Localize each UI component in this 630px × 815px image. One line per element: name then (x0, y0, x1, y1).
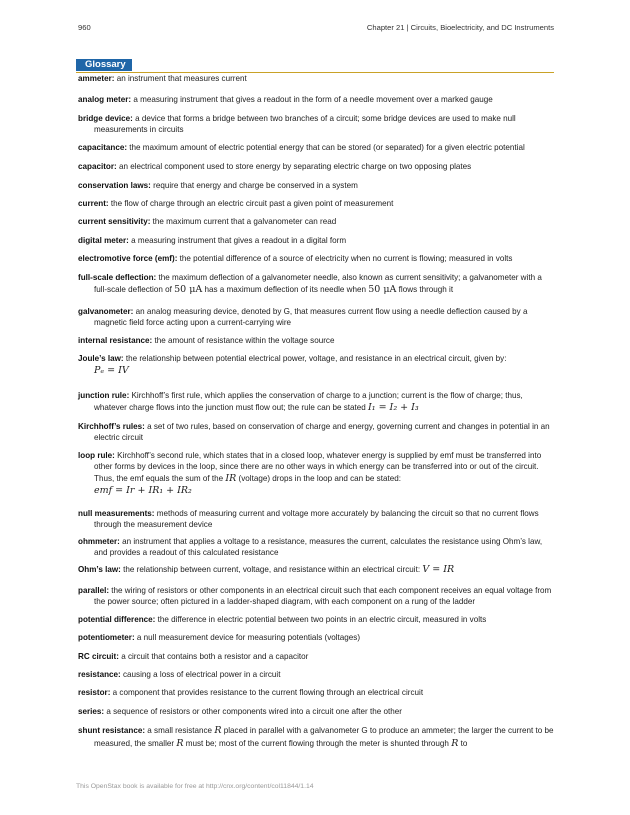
glossary-term: junction rule: (78, 391, 130, 400)
glossary-definition: (voltage) drops in the loop and can be stated: (238, 473, 401, 483)
glossary-term: potentiometer: (78, 633, 135, 642)
glossary-entry-internal-resistance (78, 336, 556, 347)
glossary-definition: a component that provides resistance to the current flowing through an electrical circuit (112, 688, 424, 697)
math-expression: R (214, 725, 222, 736)
glossary-entry-parallel (78, 586, 556, 608)
glossary-term: conservation laws: (78, 181, 151, 190)
glossary-definition: causing a loss of electrical power in a circuit (123, 670, 281, 679)
glossary-definition: the maximum deflection of a galvanometer needle, also known as current sensitivity; a galvanometer with a full-scale deflection of (94, 273, 542, 294)
glossary-entry-shunt-resistance (78, 725, 556, 750)
glossary-definition: a null measurement device for measuring potentials (voltages) (136, 633, 361, 642)
glossary-entry-ammeter (78, 74, 556, 85)
math-expression: R (451, 737, 459, 749)
glossary-definition: flows through it (398, 285, 454, 294)
glossary-entry-capacitor (78, 162, 556, 173)
glossary-entry-emf (78, 254, 556, 265)
math-expression: V = IR (422, 564, 455, 575)
glossary-definition: the amount of resistance within the voltage source (154, 336, 335, 345)
glossary-term: capacitance: (78, 143, 128, 152)
glossary-term: ammeter: (78, 74, 115, 83)
glossary-term: capacitor: (78, 162, 117, 171)
glossary-definition: a small resistance (147, 726, 213, 735)
glossary-term: loop rule: (78, 451, 115, 460)
glossary-entry-analog-meter (78, 95, 556, 106)
glossary-entry-null-measurements (78, 509, 556, 531)
glossary-entry-bridge-device (78, 114, 556, 136)
glossary-term: resistance: (78, 670, 121, 679)
glossary-term: Ohm’s law: (78, 565, 121, 574)
glossary-entry-capacitance (78, 143, 556, 154)
glossary-entry-junction-rule (78, 390, 556, 414)
glossary-header (76, 59, 554, 73)
glossary-term: electromotive force (emf): (78, 254, 178, 263)
glossary-entry-galvanometer (78, 307, 556, 329)
glossary-entry-rc-circuit (78, 652, 556, 663)
glossary-definition: the flow of charge through an electric circuit past a given point of measurement (110, 199, 394, 208)
glossary-term: Joule’s law: (78, 354, 124, 363)
glossary-definition: must be; most of the current flowing through the meter is shunted through (185, 738, 449, 748)
glossary-entry-resistance (78, 670, 556, 681)
glossary-entry-kirchhoffs-rules (78, 422, 556, 444)
math-expression: 50 μA (368, 284, 397, 295)
glossary-term: resistor: (78, 688, 111, 697)
glossary-definition: the maximum amount of electric potential energy that can be stored (or separated) for a given electric potential (129, 143, 525, 152)
glossary-term: Kirchhoff’s rules: (78, 422, 145, 431)
glossary-definition: a circuit that contains both a resistor and a capacitor (121, 652, 309, 661)
glossary-term: bridge device: (78, 114, 133, 123)
glossary-definition: a device that forms a bridge between two branches of a circuit; some bridge devices are used to make null measurements in circuits (94, 114, 516, 134)
glossary-definition: a measuring instrument that gives a readout in a digital form (131, 236, 347, 245)
math-expression: I₁ = I₂ + I₃ (368, 402, 419, 413)
glossary-definition: an instrument that measures current (116, 74, 247, 83)
glossary-term: digital meter: (78, 236, 129, 245)
glossary-term: parallel: (78, 586, 110, 595)
glossary-definition: a measuring instrument that gives a readout in the form of a needle movement over a marked gauge (133, 95, 493, 104)
glossary-entry-potentiometer (78, 633, 556, 644)
glossary-term: current: (78, 199, 109, 208)
glossary-term: current sensitivity: (78, 217, 151, 226)
glossary-definition: a set of two rules, based on conservation of charge and energy, governing current and changes in potential in an electric circuit (94, 422, 550, 442)
glossary-entry-joules-law (78, 354, 556, 377)
glossary-definition: methods of measuring current and voltage more accurately by balancing the circuit so that no current flows through the measurement device (94, 509, 539, 529)
glossary-entry-series (78, 707, 556, 718)
formula: emf = Ir + IR₁ + IR₂ (94, 485, 192, 497)
chapter-title: Chapter 21 | Circuits, Bioelectricity, and DC Instruments (366, 23, 554, 32)
glossary-term: full-scale deflection: (78, 273, 157, 282)
glossary-entry-conservation-laws (78, 181, 556, 192)
glossary-term: ohmmeter: (78, 537, 120, 546)
glossary-definition: the wiring of resistors or other components in an electrical circuit such that each component receives an equal voltage from the power source; often pictured in a ladder-shaped diagram, with each component on a rung of the ladder (94, 586, 552, 606)
glossary-entry-digital-meter (78, 236, 556, 247)
glossary-definition: require that energy and charge be conserved in a system (153, 181, 358, 190)
math-expression: IR (225, 472, 237, 484)
glossary-definition: the potential difference of a source of electricity when no current is flowing; measured in volts (179, 254, 513, 263)
glossary-definition: an analog measuring device, denoted by G, that measures current flow using a needle deflection caused by a magnetic field force acting upon a current-carrying wire (94, 307, 528, 327)
math-expression: 50 μA (174, 284, 203, 295)
glossary-definition: Kirchhoff’s first rule, which applies the conservation of charge to a junction; current is the flow of charge; thus, whatever charge flows into the junction must flow out; the rule can be stated (94, 391, 523, 412)
glossary-term: null measurements: (78, 509, 155, 518)
glossary-entry-loop-rule (78, 450, 556, 497)
glossary-term: shunt resistance: (78, 726, 146, 735)
section-title: Glossary (76, 59, 132, 71)
glossary-definition: to (460, 738, 468, 748)
glossary-term: RC circuit: (78, 652, 119, 661)
glossary-term: internal resistance: (78, 336, 153, 345)
glossary-term: potential difference: (78, 615, 156, 624)
glossary-definition: the maximum current that a galvanometer can read (152, 217, 337, 226)
math-expression: R (176, 737, 184, 749)
glossary-definition: a sequence of resistors or other components wired into a circuit one after the other (106, 707, 402, 716)
glossary-definition: placed in parallel with a galvanometer G to produce an ammeter; the larger the current to be measured, the smaller (94, 726, 554, 748)
glossary-definition: an instrument that applies a voltage to a resistance, measures the current, calculates the resistance using Ohm’s law, and provides a readout of this calculated resistance (94, 537, 543, 557)
glossary-entry-full-scale-deflection (78, 272, 556, 296)
glossary-entry-current (78, 199, 556, 210)
glossary-entry-current-sensitivity (78, 217, 556, 228)
glossary-term: galvanometer: (78, 307, 134, 316)
glossary-entry-resistor (78, 688, 556, 699)
glossary-term: series: (78, 707, 105, 716)
glossary-definition: has a maximum deflection of its needle when (204, 285, 367, 294)
glossary-entry-potential-difference (78, 615, 556, 626)
page-number: 960 (78, 23, 91, 32)
formula: Pₑ = IV (94, 364, 129, 376)
glossary-definition: the relationship between current, voltage, and resistance within an electrical circuit: (123, 565, 421, 574)
glossary-definition: Kirchhoff’s second rule, which states that in a closed loop, whatever energy is supplied by emf must be transferred into other forms by devices in the loop, since there are no other ways in which energy can be transferred into or out of the circuit. Thus, the emf equals the sum of the (94, 451, 542, 483)
glossary-entry-ohmmeter (78, 537, 556, 559)
glossary-definition: the difference in electric potential between two points in an electric circuit, measured in volts (157, 615, 487, 624)
glossary-entry-ohms-law (78, 565, 556, 576)
footer-note: This OpenStax book is available for free at http://cnx.org/content/col11844/1.14 (76, 783, 314, 790)
glossary-definition: an electrical component used to store energy by separating electric charge on two opposing plates (118, 162, 472, 171)
glossary-term: analog meter: (78, 95, 132, 104)
glossary-definition: the relationship between potential electrical power, voltage, and resistance in an electrical circuit, given by: (125, 354, 507, 363)
